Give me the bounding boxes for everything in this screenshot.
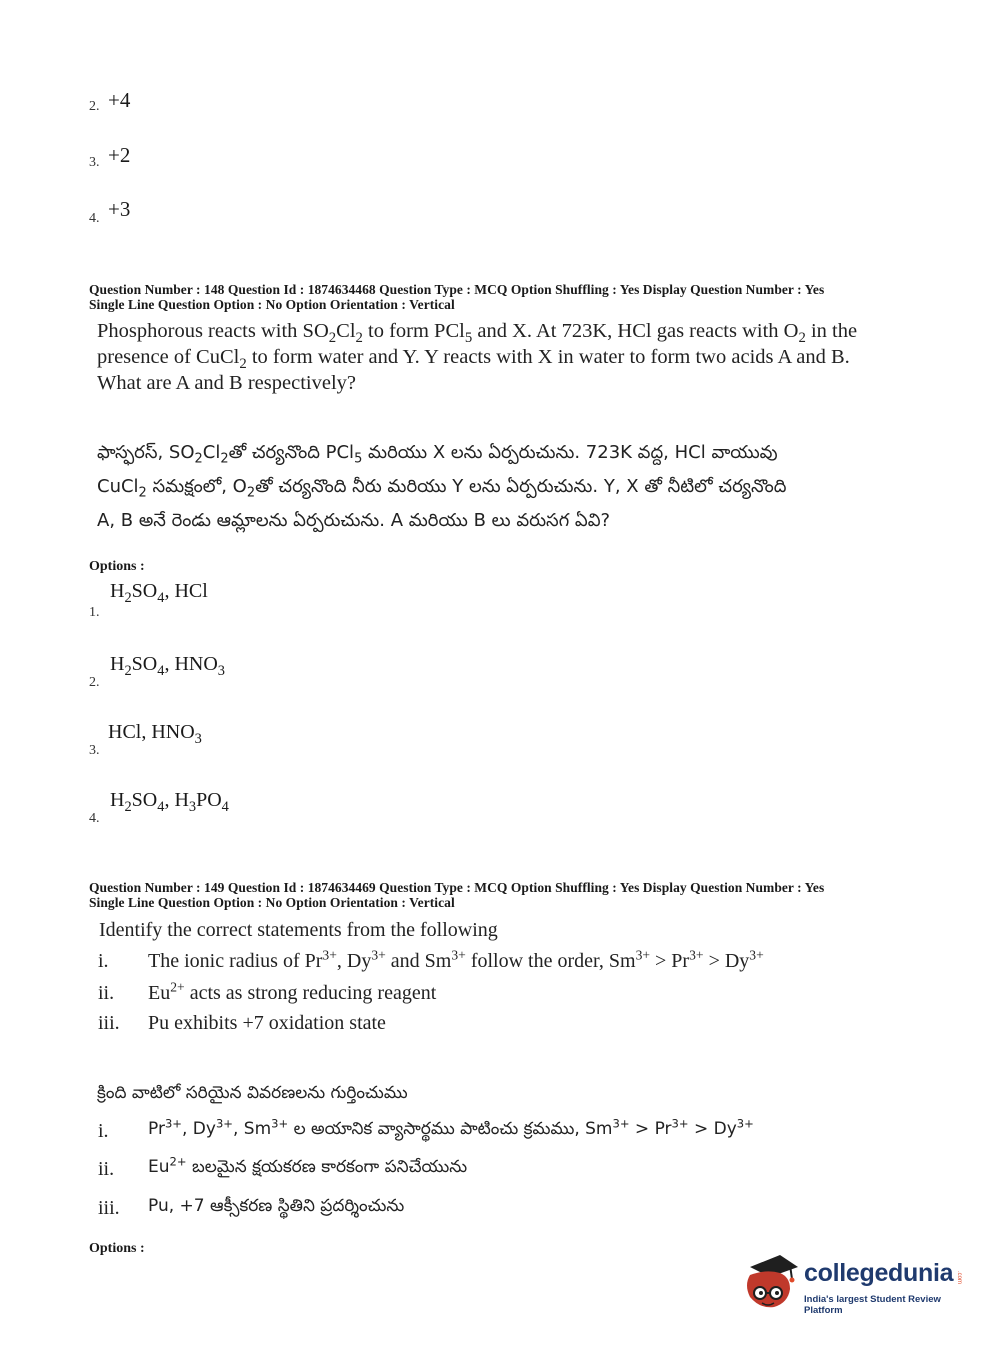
question-148-telugu	[97, 436, 786, 538]
option-value: +4	[108, 88, 131, 112]
option-text: $H_2SO_4$, $H_3PO_4$	[110, 789, 229, 816]
brand-name: collegedunia	[804, 1259, 954, 1287]
options-label: Options :	[89, 559, 145, 574]
question-149-title: Identify the correct statements from the following	[99, 919, 498, 941]
option-text: $H_2SO_4$, HCl	[110, 580, 208, 607]
q-line-2: presence of CuCl$_2$ to form water and Y. Y reacts with X in water to form two acids A and B.	[97, 346, 850, 373]
q-te-line-3: A, B అనే రెండు ఆమ్లాలను ఏర్పరుచును. A మరియు B లు వరుసగ ఏవి?	[97, 510, 611, 531]
option-number: 2.	[89, 99, 100, 114]
option-number: 3.	[89, 155, 100, 170]
option-text: $H_2SO_4$, $HNO_3$	[110, 653, 225, 680]
option-value: +2	[108, 143, 131, 167]
q-te-line-1: ఫాస్ఫరస్, $SO_2Cl_2తో$ చర్యనొంది PCl$_5$ మరియు X లను ఏర్పరుచును. 723K వద్ద, HCl వాయువు	[97, 442, 778, 467]
item-text: $Pr^{3+}$, $Dy^{3+}$, $Sm^{3+}$ ల అయానిక వ్యాసార్థము పాటించు క్రమము, $Sm^{3+} > Pr^{3+} > Dy^{3+}$	[148, 1116, 754, 1139]
item-text: Pu exhibits +7 oxidation state	[148, 1012, 386, 1034]
mascot-icon	[740, 1253, 802, 1313]
option-number: 4.	[89, 211, 100, 226]
meta-line-2: Single Line Question Option : No Option Orientation : Vertical	[89, 297, 455, 312]
brand-suffix: .com	[956, 1271, 962, 1285]
item-number: ii.	[98, 982, 115, 1004]
item-number: ii.	[98, 1158, 115, 1180]
item-text: The ionic radius of $Pr^{3+}$, $Dy^{3+}$ and $Sm^{3+}$ follow the order, $Sm^{3+} > Pr^{3+} > Dy^{3+}$	[148, 947, 764, 972]
question-149-meta	[89, 880, 824, 910]
q-te-line-2: CuCl$_2$ సమక్షంలో, $O_2తో$ చర్యనొంది నీరు మరియు Y లను ఏర్పరుచును. Y, X తో నీటిలో చర్యనొంది	[97, 476, 787, 501]
brand-tagline: India's largest Student Review Platform	[804, 1294, 941, 1316]
q-line-1: Phosphorous reacts with $SO_2Cl_2$ to form PCl$_5$ and X. At 723K, HCl gas reacts with $O_2$ in the	[97, 320, 858, 347]
option-number: 3.	[89, 743, 100, 758]
item-text: $Eu^{2+}$ acts as strong reducing reagent	[148, 979, 437, 1004]
option-value: +3	[108, 197, 131, 221]
option-number: 4.	[89, 811, 100, 826]
option-number: 1.	[89, 605, 100, 620]
option-text: HCl, $HNO_3$	[108, 721, 202, 748]
meta-line-1: Question Number : 148 Question Id : 1874634468 Question Type : MCQ Option Shuffling : Yes Display Question Number : Yes	[89, 282, 825, 297]
item-number: i.	[98, 1120, 109, 1142]
item-text: $Eu^{2+}$ బలమైన క్షయకరణ కారకంగా పనిచేయును	[148, 1154, 468, 1177]
meta-line-1: Question Number : 149 Question Id : 1874634469 Question Type : MCQ Option Shuffling : Yes Display Question Number : Yes	[89, 880, 825, 895]
q-line-3: What are A and B respectively?	[97, 372, 356, 394]
question-149-telugu-title: క్రింది వాటిలో సరియైన వివరణలను గుర్తించుము	[97, 1083, 408, 1103]
meta-line-2: Single Line Question Option : No Option Orientation : Vertical	[89, 895, 455, 910]
question-148-english	[97, 318, 857, 396]
options-label: Options :	[89, 1241, 145, 1256]
item-number: i.	[98, 950, 109, 972]
item-number: iii.	[98, 1197, 120, 1219]
question-148-meta	[89, 282, 824, 312]
collegedunia-logo	[740, 1253, 970, 1316]
item-text: Pu, +7 ఆక్సీకరణ స్థితిని ప్రదర్శించును	[148, 1196, 405, 1216]
item-number: iii.	[98, 1012, 120, 1034]
option-number: 2.	[89, 675, 100, 690]
